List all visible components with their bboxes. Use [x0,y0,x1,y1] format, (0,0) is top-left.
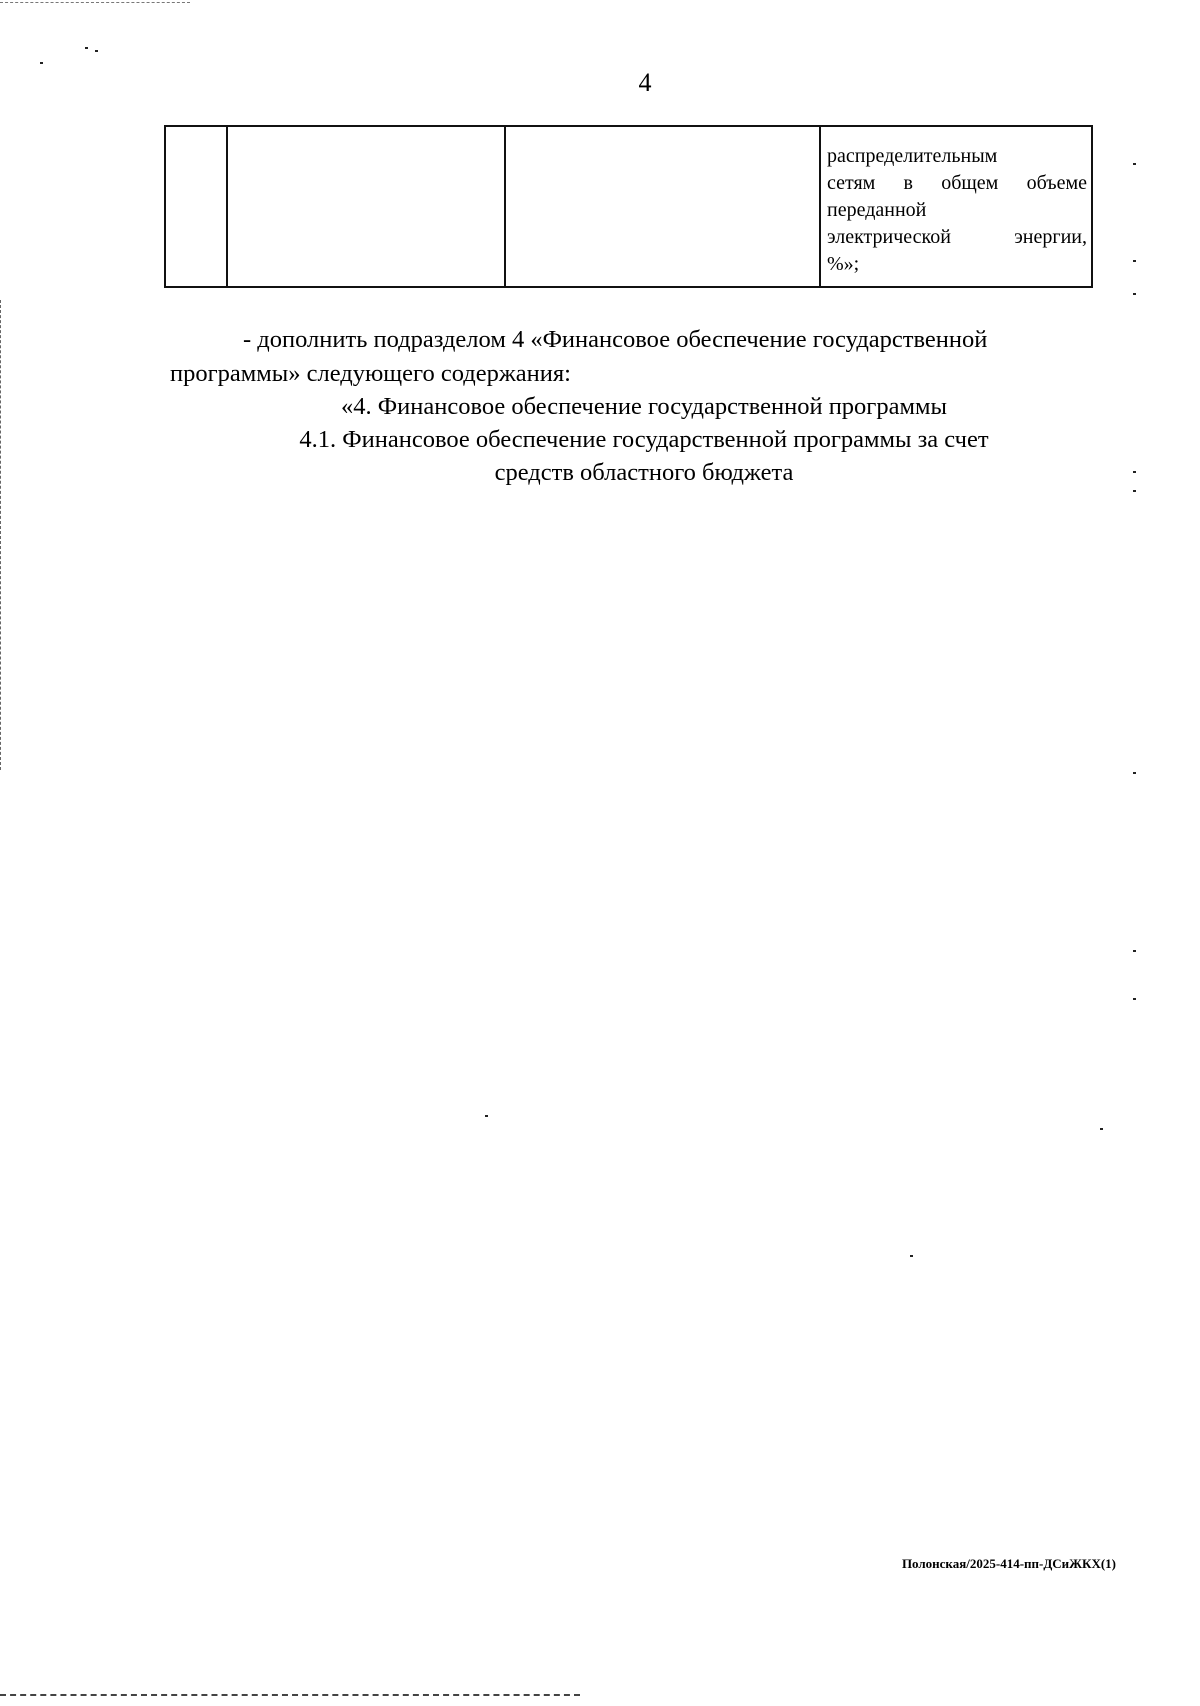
scan-artifact-top-line [0,2,190,3]
scan-speck [1133,260,1136,262]
table-cell-number [165,126,227,287]
scan-speck [1133,490,1136,492]
scan-speck [85,47,88,49]
scan-speck [40,62,43,64]
scan-speck [910,1255,913,1257]
subsection-heading-line: средств областного бюджета [494,459,794,486]
cell-text-line: электрической энергии, [827,226,1087,248]
scan-artifact-left-edge [0,300,1,770]
table-cell-2 [227,126,505,287]
page-number: 4 [638,68,652,97]
scan-speck [1133,293,1136,295]
scan-artifact-bottom-line [0,1694,580,1696]
document-code: Полонская/2025-414-пп-ДСиЖКХ(1) [901,1556,1116,1571]
scan-speck [1133,950,1136,952]
paragraph-line: - дополнить подразделом 4 «Финансовое обеспечение государственной [243,326,988,353]
section-heading: «4. Финансовое обеспечение государственной программы [341,393,947,420]
scan-speck [1133,163,1136,165]
table-cell-indicator [820,126,1092,287]
table-cell-3 [505,126,820,287]
scan-speck [1100,1128,1103,1130]
cell-text-line: сетям в общем объеме [827,172,1087,194]
table-row [165,126,1092,287]
scan-speck [485,1115,488,1117]
cell-text-line: %»; [827,253,860,275]
amendment-paragraph [170,323,1120,391]
continuation-table [164,125,1093,288]
cell-text-line: распределительным [827,145,998,167]
scan-speck [1133,998,1136,1000]
scan-speck [1133,772,1136,774]
paragraph-line: программы» следующего содержания: [170,360,571,387]
cell-text-line: переданной [827,199,927,221]
scan-speck [95,50,98,52]
subsection-heading-line: 4.1. Финансовое обеспечение государственной программы за счет [299,426,989,453]
